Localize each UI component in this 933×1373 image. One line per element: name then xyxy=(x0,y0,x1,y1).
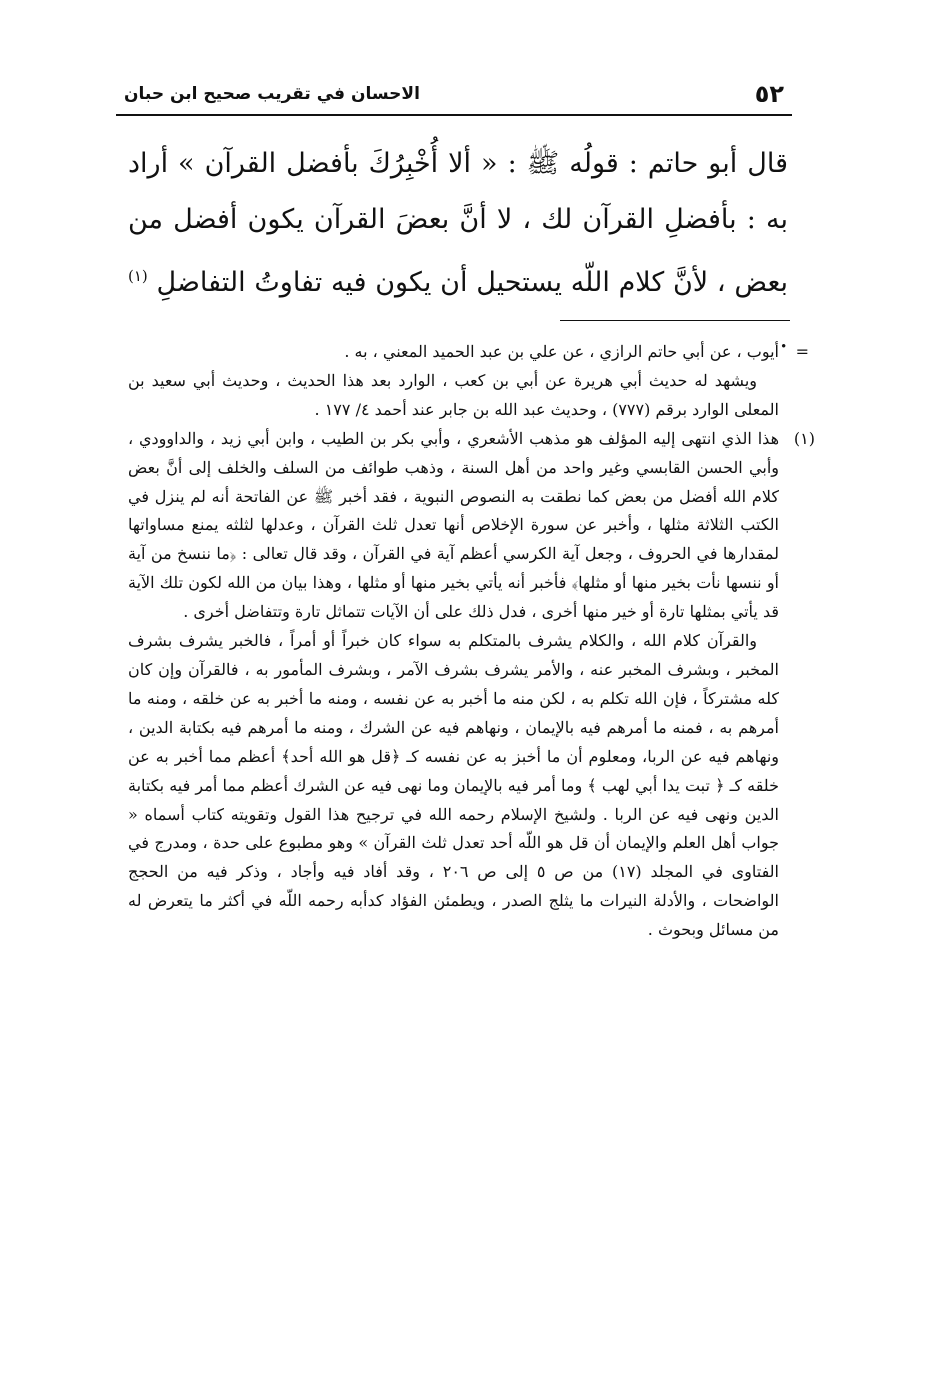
footnotes xyxy=(128,338,815,945)
footnote-reference: (١) xyxy=(128,267,148,285)
footnote-1 xyxy=(128,425,815,627)
footnote-continuation xyxy=(128,338,809,367)
page-number: ٥٢ xyxy=(754,80,784,108)
footnote-witness: ويشهد له حديث أبي هريرة عن أبي بن كعب ، الوارد بعد هذا الحديث ، وحديث أبي سعيد بن المعلى الوارد برقم (٧٧٧) ، وحديث عبد الله بن جابر عند أحمد ٤/ ١٧٧ . xyxy=(128,370,779,419)
continuation-text: أيوب ، عن أبي حاتم الرازي ، عن علي بن عبد الحميد المعني ، به . xyxy=(344,342,779,361)
page-header xyxy=(116,74,792,116)
main-paragraph-end: . xyxy=(779,323,788,354)
main-text xyxy=(128,136,788,367)
footnote-1-continued: والقرآن كلام الله ، والكلام يشرف بالمتكلم به سواء كان خبراً أو أمراً ، فالخبر يشرف بشرف المخبر ، وبشرف المخبر عنه ، والأمر يشرف بشرف الآمر ، وبشرف المأمور به ، فالقرآن وإن كان كله مشتركاً ، فإن الله تكلم به ، لكن منه ما أخبر به عن نفسه ، ومنه ما أخبر به عن خلقه ، ومنه ما أمرهم به ، فمنه ما أمرهم فيه بالإيمان ، ونهاهم فيه عن الشرك ، ومنه ما أمرهم فيه بكتابة الدين ، ونهاهم فيه عن الربا، ومعلوم أن ما أخبز به عن نفسه كـ ﴿قل هو الله أحد﴾ أعظم مما أخبر به عن خلقه كـ ﴿ تبت يدا أبي لهب ﴾ وما أمر فيه بالإيمان وما نهى فيه عن الشرك أعظم مما أمر فيه بكتابة الدين ونهى فيه عن الربا . ولشيخ الإسلام رحمه الله في ترجيح هذا القول وتقويته كتاب أسماه « جواب أهل العلم والإيمان أن قل هو اللّه أحد تعدل ثلث القرآن » وهو مطبوع على حدة ، ومدرج في الفتاوى في المجلد (١٧) من ص ٥ إلى ص ٢٠٦ ، وقد أفاد فيه وأجاد ، وذكر فيه من الحجج الواضحات ، والأدلة النيرات ما يثلج الصدر ، ويطمئن الفؤاد كدأبه رحمه اللّه في أكثر ما يتعرض له من مسائل وبحوث . xyxy=(128,631,780,940)
main-paragraph xyxy=(128,136,788,367)
continuation-marker: = xyxy=(795,342,809,361)
footnote-1-number: (١) xyxy=(793,428,815,448)
main-paragraph-text: قال أبو حاتم : قولُه ﷺ : « ألا أُخْبِرُكَ بأفضل القرآن » أراد به : بأفضلِ القرآن لك ، لا أنَّ بعضَ القرآن يكون أفضل من بعض ، لأنَّ كلام اللّه يستحيل أن يكون فيه تفاوتُ التفاضلِ xyxy=(128,148,788,298)
footnote-1-text: هذا الذي انتهى إليه المؤلف هو مذهب الأشعري ، وأبي بكر بن الطيب ، وابن أبي زيد ، والداوودي ، وأبي الحسن القابسي وغير واحد من أهل السنة ، وذهب طوائف من السلف والخلف إلى أنَّ بعض كلام الله أفضل من بعض كما نطقت به النصوص النبوية ، فقد أخبر ﷺ عن الفاتحة أنه لم ينزل في الكتب الثلاثة مثلها ، وأخبر عن سورة الإخلاص أنها تعدل ثلث القرآن ، وعدلها لثلثه يمنع مساواتها لمقدارها في الحروف ، وجعل آية الكرسي أعظم آية في القرآن ، وقد قال تعالى : ﴿ما ننسخ من آية أو ننسها نأت بخير منها أو مثلها﴾ فأخبر أنه يأتي بخير منها أو مثلها ، وهذا بيان من الله لكون تلك الآية قد يأتي بمثلها تارة أو خير منها أخرى ، فدل ذلك على أن الآيات تتماثل تارة وتتفاضل أخرى . xyxy=(128,428,780,622)
running-title: الاحسان في تقريب صحيح ابن حبان xyxy=(124,84,420,104)
footnote-separator xyxy=(560,320,790,321)
